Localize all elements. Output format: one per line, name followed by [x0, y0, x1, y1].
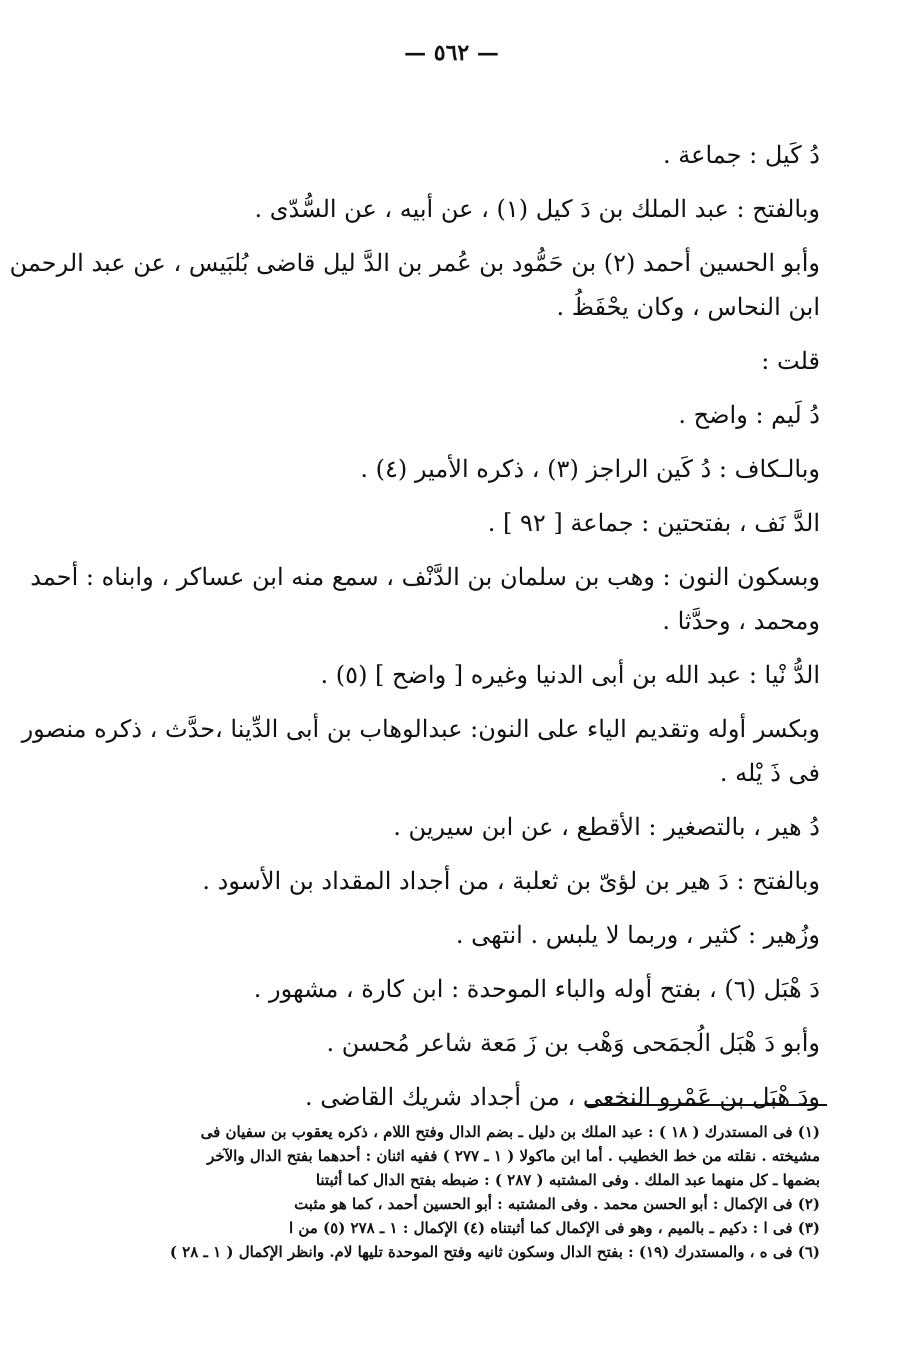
text-line: الدَّ نَف ، بفتحتين : جماعة [ ٩٢ ] .: [487, 509, 820, 537]
footnote-divider: [587, 1104, 827, 1106]
text-line: فى ذَ يْله .: [719, 759, 820, 787]
text-line: الدُّ نْيا : عبد الله بن أبى الدنيا وغيره [ واضح ] (٥) .: [320, 661, 820, 689]
footnote-line: (١) فى المستدرك ( ١٨ ) : عبد الملك بن دليل ـ بضم الدال وفتح اللام ، ذكره يعقوب بن سفيان فى: [200, 1123, 820, 1141]
text-line: دَ هْبَل (٦) ، بفتح أوله والباء الموحدة : ابن كارة ، مشهور .: [253, 975, 820, 1003]
text-line: وأبو دَ هْبَل الُجمَحى وَهْب بن زَ مَعة شاعر مُحسن .: [326, 1029, 820, 1057]
text-line: دُ لَيم : واضح .: [678, 401, 820, 429]
text-line: دُ هير ، بالتصغير : الأقطع ، عن ابن سيرين .: [393, 813, 820, 841]
text-line: دُ كَيل : جماعة .: [663, 141, 820, 169]
footnotes: [100, 1120, 820, 1264]
text-line: ودَ هْبَل بن عَمْرو النخعى ، من أجداد شريك القاضى .: [305, 1083, 820, 1111]
main-text: [9, 140, 820, 1136]
footnote-line: (٦) فى ه ، والمستدرك (١٩) : بفتح الدال وسكون ثانيه وفتح الموحدة تليها لام. وانظر الإكمال ( ١ ـ ٢٨ ): [169, 1243, 820, 1261]
text-line: قلت :: [761, 347, 820, 375]
footnote-line: (٢) فى الإكمال : أبو الحسن محمد . وفى المشتبه : أبو الحسين أحمد ، كما هو مثبت: [294, 1195, 820, 1213]
text-line: وبالفتح : عبد الملك بن دَ كيل (١) ، عن أبيه ، عن السُّدّى .: [254, 195, 820, 223]
text-line: وزُهير : كثير ، وربما لا يلبس . انتهى .: [455, 921, 820, 949]
text-line: وبالـكاف : دُ كَين الراجز (٣) ، ذكره الأمير (٤) .: [360, 455, 820, 483]
text-line: وبالفتح : دَ هير بن لؤىّ بن ثعلبة ، من أجداد المقداد بن الأسود .: [202, 867, 820, 895]
text-line: وأبو الحسين أحمد (٢) بن حَمُّود بن عُمر بن الدَّ ليل قاضى بُلبَيس ، عن عبد الرحمن: [9, 249, 820, 277]
footnote-line: بضمها ـ كل منهما عبد الملك . وفى المشتبه ( ٢٨٧ ) : ضبطه بفتح الدال كما أثبتنا: [315, 1171, 820, 1189]
footnote-line: مشيخته . نقلته من خط الخطيب . أما ابن ماكولا ( ١ ـ ٢٧٧ ) ففيه اثنان : أحدهما بفتح الدال والآخر: [207, 1147, 820, 1165]
text-line: ومحمد ، وحدَّثا .: [662, 607, 820, 635]
footnote-line: (٣) فى ا : دكيم ـ بالميم ، وهو فى الإكمال كما أثبتناه (٤) الإكمال : ١ ـ ٢٧٨ (٥) من ا: [288, 1219, 820, 1237]
text-line: ابن النحاس ، وكان يحْفَظُ .: [556, 293, 820, 321]
text-line: وبسكون النون : وهب بن سلمان بن الدَّنْف ، سمع منه ابن عساكر ، وابناه : أحمد: [30, 563, 820, 591]
text-line: وبكسر أوله وتقديم الياء على النون: عبدالوهاب بن أبى الدِّينا ،حدَّث ، ذكره منصور: [21, 715, 820, 743]
page-number: — ٥٦٢ —: [404, 40, 499, 66]
